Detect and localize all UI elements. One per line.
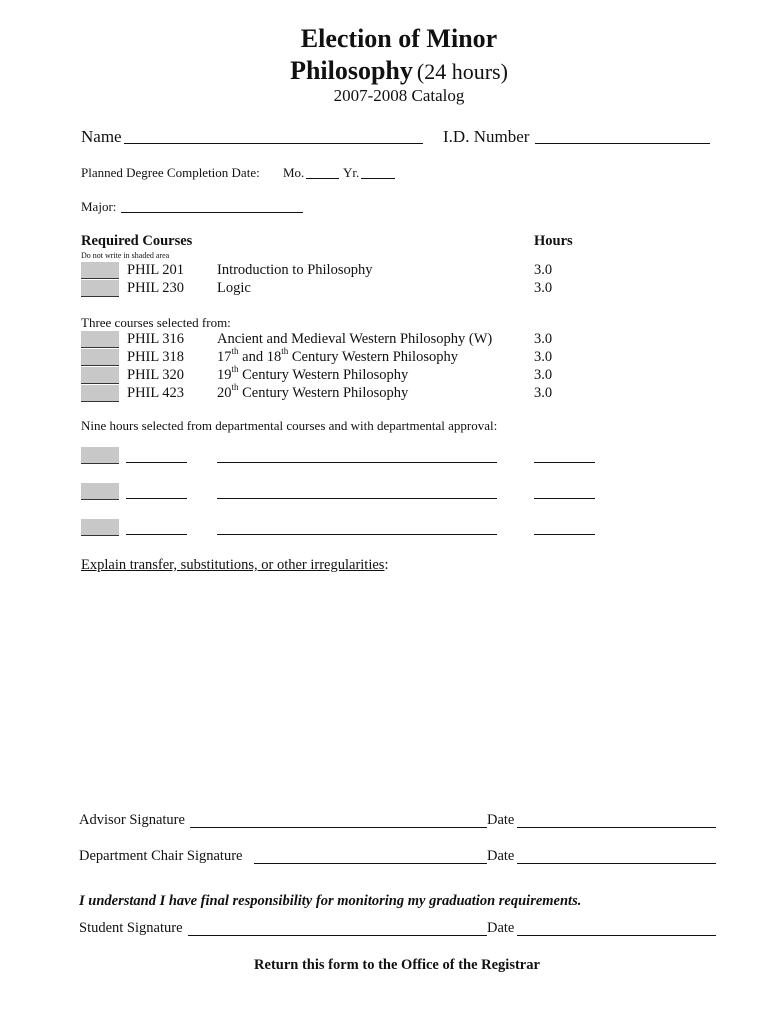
course-hours: 3.0 bbox=[534, 349, 553, 365]
shaded-box bbox=[81, 367, 119, 384]
course-number-field[interactable] bbox=[126, 498, 187, 499]
course-hours: 3.0 bbox=[534, 331, 553, 347]
explain-area[interactable] bbox=[81, 580, 711, 800]
course-code: PHIL 201 bbox=[127, 262, 185, 278]
course-title-field[interactable] bbox=[217, 534, 497, 535]
explain-label bbox=[81, 557, 388, 574]
course-code: PHIL 423 bbox=[127, 385, 185, 401]
student-signature-label: Student Signature bbox=[79, 920, 183, 936]
course-title-field[interactable] bbox=[217, 462, 497, 463]
return-instructions: Return this form to the Office of the Registrar bbox=[254, 957, 540, 973]
course-hours: 3.0 bbox=[534, 262, 553, 278]
year-label: Yr. bbox=[343, 165, 360, 180]
shaded-box bbox=[81, 331, 119, 348]
course-title: Ancient and Medieval Western Philosophy (W) bbox=[217, 331, 493, 347]
nine-hours-heading: Nine hours selected from departmental courses and with departmental approval: bbox=[81, 418, 498, 433]
program-title bbox=[0, 56, 770, 86]
program-name: Philosophy bbox=[290, 56, 413, 85]
course-title: Introduction to Philosophy bbox=[217, 262, 373, 278]
responsibility-statement: I understand I have final responsibility for monitoring my graduation requirements. bbox=[79, 893, 582, 909]
course-hours-field[interactable] bbox=[534, 534, 595, 535]
major-field[interactable] bbox=[121, 212, 303, 213]
course-hours-field[interactable] bbox=[534, 462, 595, 463]
title-part: 20 bbox=[217, 385, 232, 401]
name-field[interactable] bbox=[124, 143, 423, 144]
course-title bbox=[217, 346, 458, 366]
id-number-field[interactable] bbox=[535, 143, 710, 144]
student-signature-field[interactable] bbox=[188, 935, 487, 936]
three-courses-heading: Three courses selected from: bbox=[81, 315, 231, 330]
explain-text: Explain transfer, substitutions, or other irregularities bbox=[81, 557, 385, 573]
shaded-box bbox=[81, 349, 119, 366]
chair-signature-field[interactable] bbox=[254, 863, 487, 864]
course-code: PHIL 320 bbox=[127, 367, 185, 383]
ordinal-suffix: th bbox=[281, 346, 289, 357]
planned-completion-label: Planned Degree Completion Date: bbox=[81, 165, 260, 180]
advisor-date-field[interactable] bbox=[517, 827, 716, 828]
course-code: PHIL 318 bbox=[127, 349, 185, 365]
chair-date-label: Date bbox=[487, 848, 515, 864]
month-label: Mo. bbox=[283, 165, 305, 180]
course-number-field[interactable] bbox=[126, 462, 187, 463]
shaded-box bbox=[81, 447, 119, 464]
chair-date-field[interactable] bbox=[517, 863, 716, 864]
advisor-signature-label: Advisor Signature bbox=[79, 812, 185, 828]
course-title bbox=[217, 364, 409, 384]
course-title-field[interactable] bbox=[217, 498, 497, 499]
title-part: Century Western Philosophy bbox=[238, 385, 409, 401]
name-label: Name bbox=[81, 127, 122, 146]
shaded-box bbox=[81, 483, 119, 500]
title-part: Century Western Philosophy bbox=[238, 367, 409, 383]
course-title bbox=[217, 382, 409, 402]
shaded-box bbox=[81, 385, 119, 402]
course-hours: 3.0 bbox=[534, 367, 553, 383]
shaded-box bbox=[81, 280, 119, 297]
shaded-box bbox=[81, 519, 119, 536]
catalog-year: 2007-2008 Catalog bbox=[333, 86, 465, 105]
shaded-box bbox=[81, 262, 119, 279]
course-number-field[interactable] bbox=[126, 534, 187, 535]
student-date-label: Date bbox=[487, 920, 515, 936]
ordinal-suffix: th bbox=[231, 382, 239, 393]
ordinal-suffix: th bbox=[231, 346, 239, 357]
month-field[interactable] bbox=[306, 178, 339, 179]
required-courses-heading: Required Courses bbox=[81, 233, 193, 249]
title-part: and 18 bbox=[238, 349, 282, 365]
title-part: Century Western Philosophy bbox=[288, 349, 458, 365]
chair-signature-label: Department Chair Signature bbox=[79, 848, 243, 864]
course-code: PHIL 230 bbox=[127, 280, 185, 296]
page-title: Election of Minor bbox=[300, 24, 498, 53]
course-hours-field[interactable] bbox=[534, 498, 595, 499]
hours-heading: Hours bbox=[534, 233, 573, 249]
program-hours: (24 hours) bbox=[416, 59, 508, 84]
student-date-field[interactable] bbox=[517, 935, 716, 936]
advisor-date-label: Date bbox=[487, 812, 515, 828]
shaded-area-note: Do not write in shaded area bbox=[81, 251, 170, 260]
title-part: 17 bbox=[217, 349, 232, 365]
title-part: 19 bbox=[217, 367, 232, 383]
id-number-label: I.D. Number bbox=[443, 127, 530, 146]
course-hours: 3.0 bbox=[534, 280, 553, 296]
course-code: PHIL 316 bbox=[127, 331, 185, 347]
year-field[interactable] bbox=[361, 178, 395, 179]
advisor-signature-field[interactable] bbox=[190, 827, 487, 828]
major-label: Major: bbox=[81, 199, 117, 214]
ordinal-suffix: th bbox=[231, 364, 239, 375]
explain-colon: : bbox=[384, 557, 389, 573]
course-title: Logic bbox=[217, 280, 251, 296]
course-hours: 3.0 bbox=[534, 385, 553, 401]
